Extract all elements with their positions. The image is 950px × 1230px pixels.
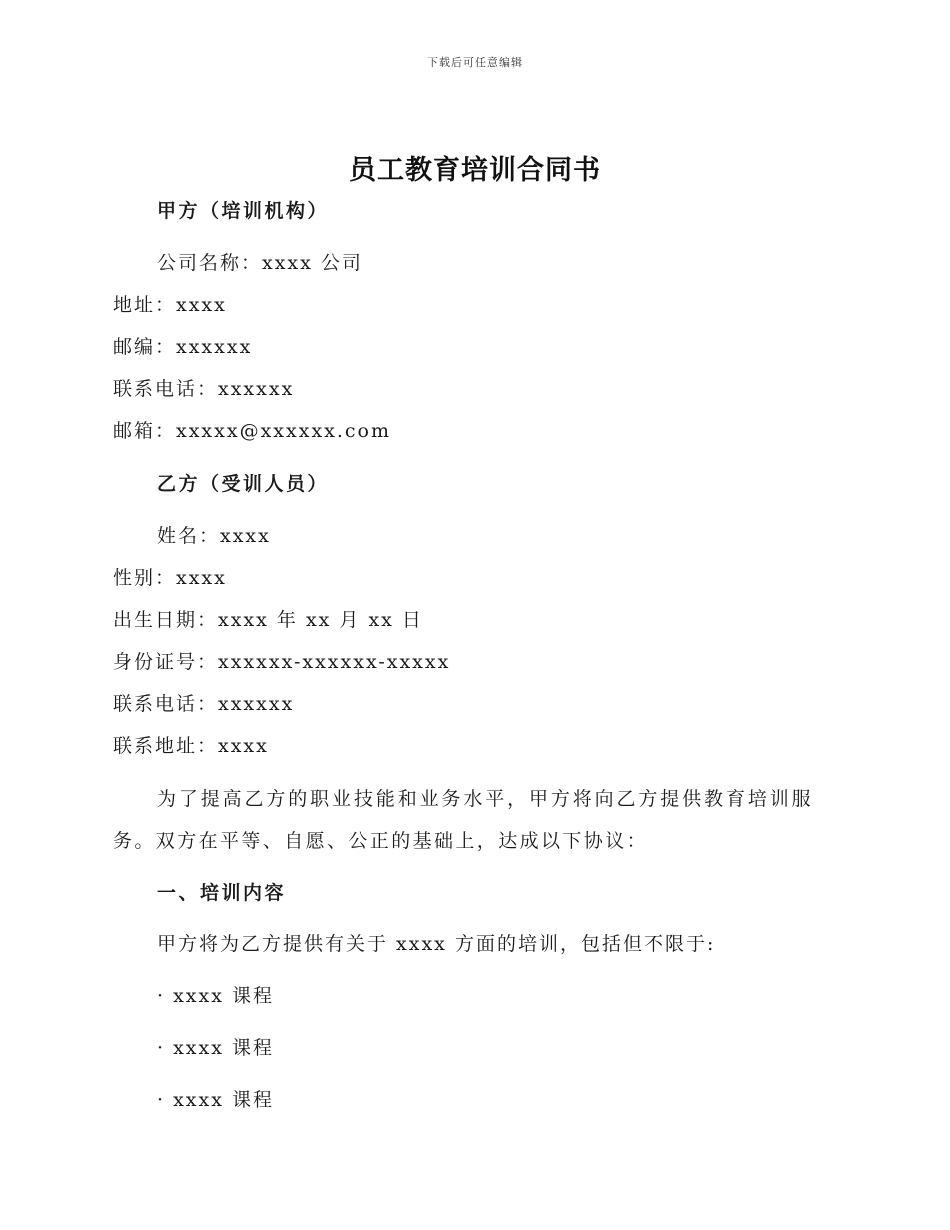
party-a-company-name: 公司名称：xxxx 公司 <box>157 252 363 274</box>
party-b-gender: 性别：xxxx <box>113 567 227 589</box>
party-a-postcode: 邮编：xxxxxx <box>113 336 253 358</box>
party-b-phone: 联系电话：xxxxxx <box>113 693 295 715</box>
party-b-heading: 乙方（受训人员） <box>157 473 330 495</box>
party-b-name: 姓名：xxxx <box>157 525 271 547</box>
party-b-address: 联系地址：xxxx <box>113 735 269 757</box>
party-a-heading: 甲方（培训机构） <box>157 200 330 222</box>
party-b-id-number: 身份证号：xxxxxx-xxxxxx-xxxxx <box>113 651 451 673</box>
section1-lead: 甲方将为乙方提供有关于 xxxx 方面的培训，包括但不限于: <box>157 933 716 955</box>
course-item: · xxxx 课程 <box>157 1089 274 1111</box>
course-item: · xxxx 课程 <box>157 985 274 1007</box>
section1-heading: 一、培训内容 <box>157 882 287 904</box>
party-b-birth-date: 出生日期：xxxx 年 xx 月 xx 日 <box>113 609 423 631</box>
party-a-phone: 联系电话：xxxxxx <box>113 378 295 400</box>
intro-paragraph: 为了提高乙方的职业技能和业务水平，甲方将向乙方提供教育培训服务。双方在平等、自愿、公正的基础上，达成以下协议： <box>113 788 813 852</box>
document-title: 员工教育培训合同书 <box>349 155 601 186</box>
header-note: 下载后可任意编辑 <box>427 56 523 69</box>
party-a-email: 邮箱：xxxxx@xxxxxx.com <box>113 420 392 442</box>
course-item: · xxxx 课程 <box>157 1037 274 1059</box>
party-a-address: 地址：xxxx <box>113 294 227 316</box>
